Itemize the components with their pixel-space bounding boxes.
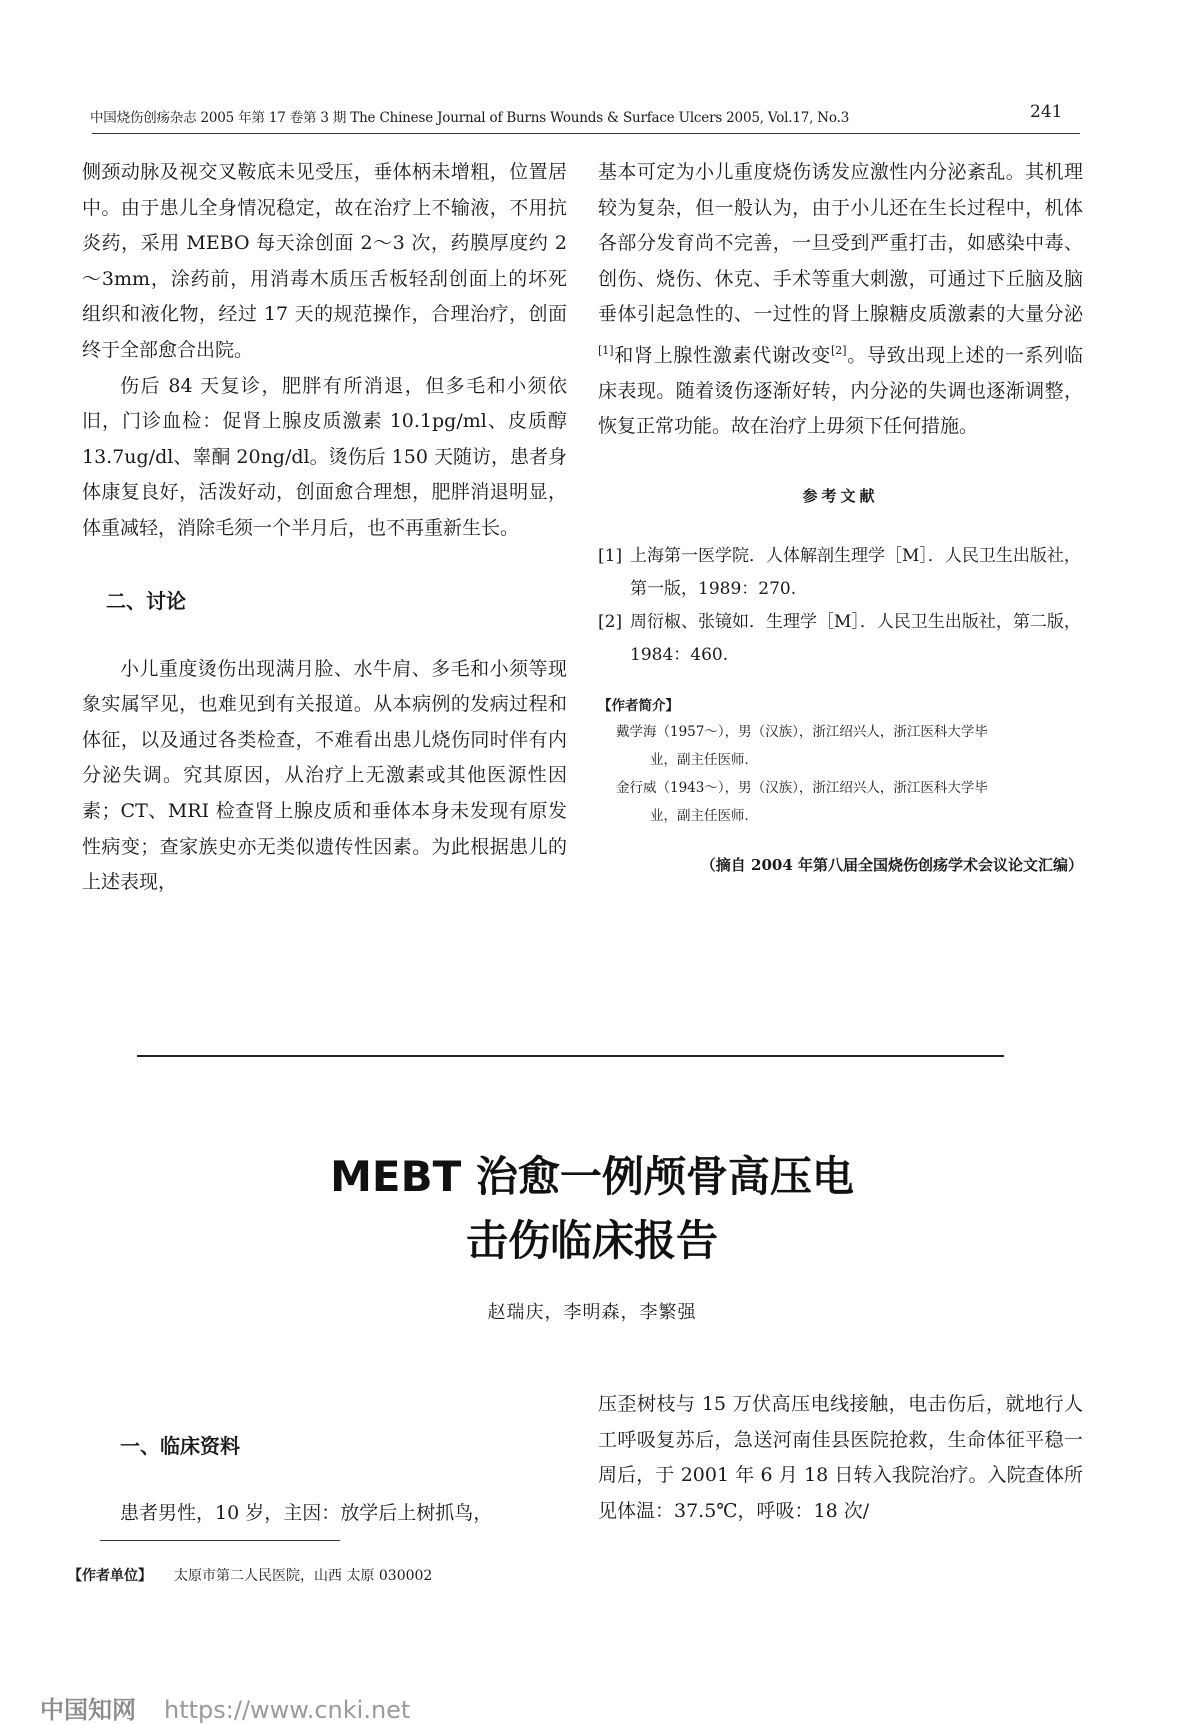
article-divider	[137, 1055, 1004, 1057]
author-affiliation: 【作者单位】 太原市第二人民医院，山西 太原 030002	[68, 1568, 433, 1584]
page-number: 241	[1030, 102, 1063, 122]
excerpt-source: （摘自 2004 年第八届全国烧伤创疡学术会议论文汇编）	[700, 856, 1083, 875]
author-intro-entry: 戴学海（1957～），男（汉族），浙江绍兴人，浙江医科大学毕 业，副主任医师．	[616, 724, 988, 769]
cnki-watermark	[40, 1690, 410, 1725]
section-title-clinical-data: 一、临床资料	[120, 1434, 240, 1458]
references-list	[598, 540, 1083, 672]
citation: [1]	[598, 343, 614, 357]
article-authors: 赵瑞庆，李明森，李繁强	[487, 1302, 697, 1323]
body-paragraph: 小儿重度烫伤出现满月脸、水牛肩、多毛和小须等现象实属罕见，也难见到有关报道。从本病例的发病过程和体征，以及通过各类检查，不难看出患儿烧伤同时伴有内分泌失调。究其原因，从治疗上无激素或其他医源性因素；CT、MRI 检查肾上腺皮质和垂体本身未发现有原发性病变；查家族史亦无类似遗传性因素。为此根据患儿的上述表现，	[82, 657, 567, 894]
author-intro-entry: 金行威（1943～），男（汉族），浙江绍兴人，浙江医科大学毕 业，副主任医师．	[616, 780, 988, 825]
footnote-rule	[100, 1540, 340, 1541]
header-rule	[92, 133, 1080, 134]
body-paragraph: 压歪树枝与 15 万伏高压电线接触，电击伤后，就地行人工呼吸复苏后，急送河南佳县医院抢救，生命体征平稳一周后，于 2001 年 6 月 18 日转入我院治疗。入院查体所见体温：37.5℃，呼吸：18 次/	[598, 1393, 1083, 1522]
running-header	[90, 102, 1090, 130]
prev-article-left-column	[82, 155, 567, 901]
cnki-logo: 中国知网	[40, 1696, 136, 1724]
body-paragraph: 伤后 84 天复诊，肥胖有所消退，但多毛和小须依旧，门诊血检：促肾上腺皮质激素 10.1pg/ml、皮质醇 13.7ug/dl、睾酮 20ng/dl。烫伤后 150 天随访，患者身体康复良好，活泼好动，创面愈合理想，肥胖消退明显，体重减轻，消除毛须一个半月后，也不再重新生长。	[82, 374, 567, 539]
journal-line: 中国烧伤创疡杂志 2005 年第 17 卷第 3 期 The Chinese Journal of Burns Wounds & Surface Ulcers 2005, Vol.17, No.3	[90, 110, 850, 126]
body-paragraph: 患者男性，10 岁，主因：放学后上树抓鸟，	[120, 1502, 493, 1524]
cnki-url: https://www.cnki.net	[164, 1696, 411, 1724]
section-title-discussion: 二、讨论	[106, 588, 186, 613]
reference-item: [2] 周衍椒、张镜如．生理学［M］．人民卫生出版社，第二版，1984：460.	[598, 612, 1081, 666]
article-title-line1: MEBT 治愈一例颅骨高压电	[330, 1152, 854, 1201]
author-intro-title: 【作者简介】	[598, 698, 679, 715]
body-paragraph: 基本可定为小儿重度烧伤诱发应激性内分泌紊乱。其机理较为复杂，但一般认为，由于小儿还在生长过程中，机体各部分发育尚不完善，一旦受到严重打击，如感染中毒、创伤、烧伤、休克、手术等重大刺激，可通过下丘脑及脑垂体引起急性的、一过性的肾上腺糖皮质激素的大量分泌[1]和肾上腺性激素代谢改变[2]。导致出现上述的一系列临床表现。随着烫伤逐渐好转，内分泌的失调也逐渐调整，恢复正常功能。故在治疗上毋须下任何措施。	[598, 161, 1083, 438]
reference-item: [1] 上海第一医学院．人体解剖生理学［M］．人民卫生出版社，第一版，1989：270.	[598, 546, 1081, 600]
article-title-line2: 击伤临床报告	[465, 1216, 718, 1265]
references-title: 参考文献	[802, 487, 879, 506]
body-paragraph: 侧颈动脉及视交叉鞍底未见受压，垂体柄未增粗，位置居中。由于患儿全身情况稳定，故在治疗上不输液，不用抗炎药，采用 MEBO 每天涂创面 2～3 次，药膜厚度约 2～3mm，涂药前，用消毒木质压舌板轻刮创面上的坏死组织和液化物，经过 17 天的规范操作，合理治疗，创面终于全部愈合出院。	[82, 161, 567, 361]
citation: [2]	[831, 343, 847, 357]
prev-article-right-column	[598, 155, 1083, 875]
